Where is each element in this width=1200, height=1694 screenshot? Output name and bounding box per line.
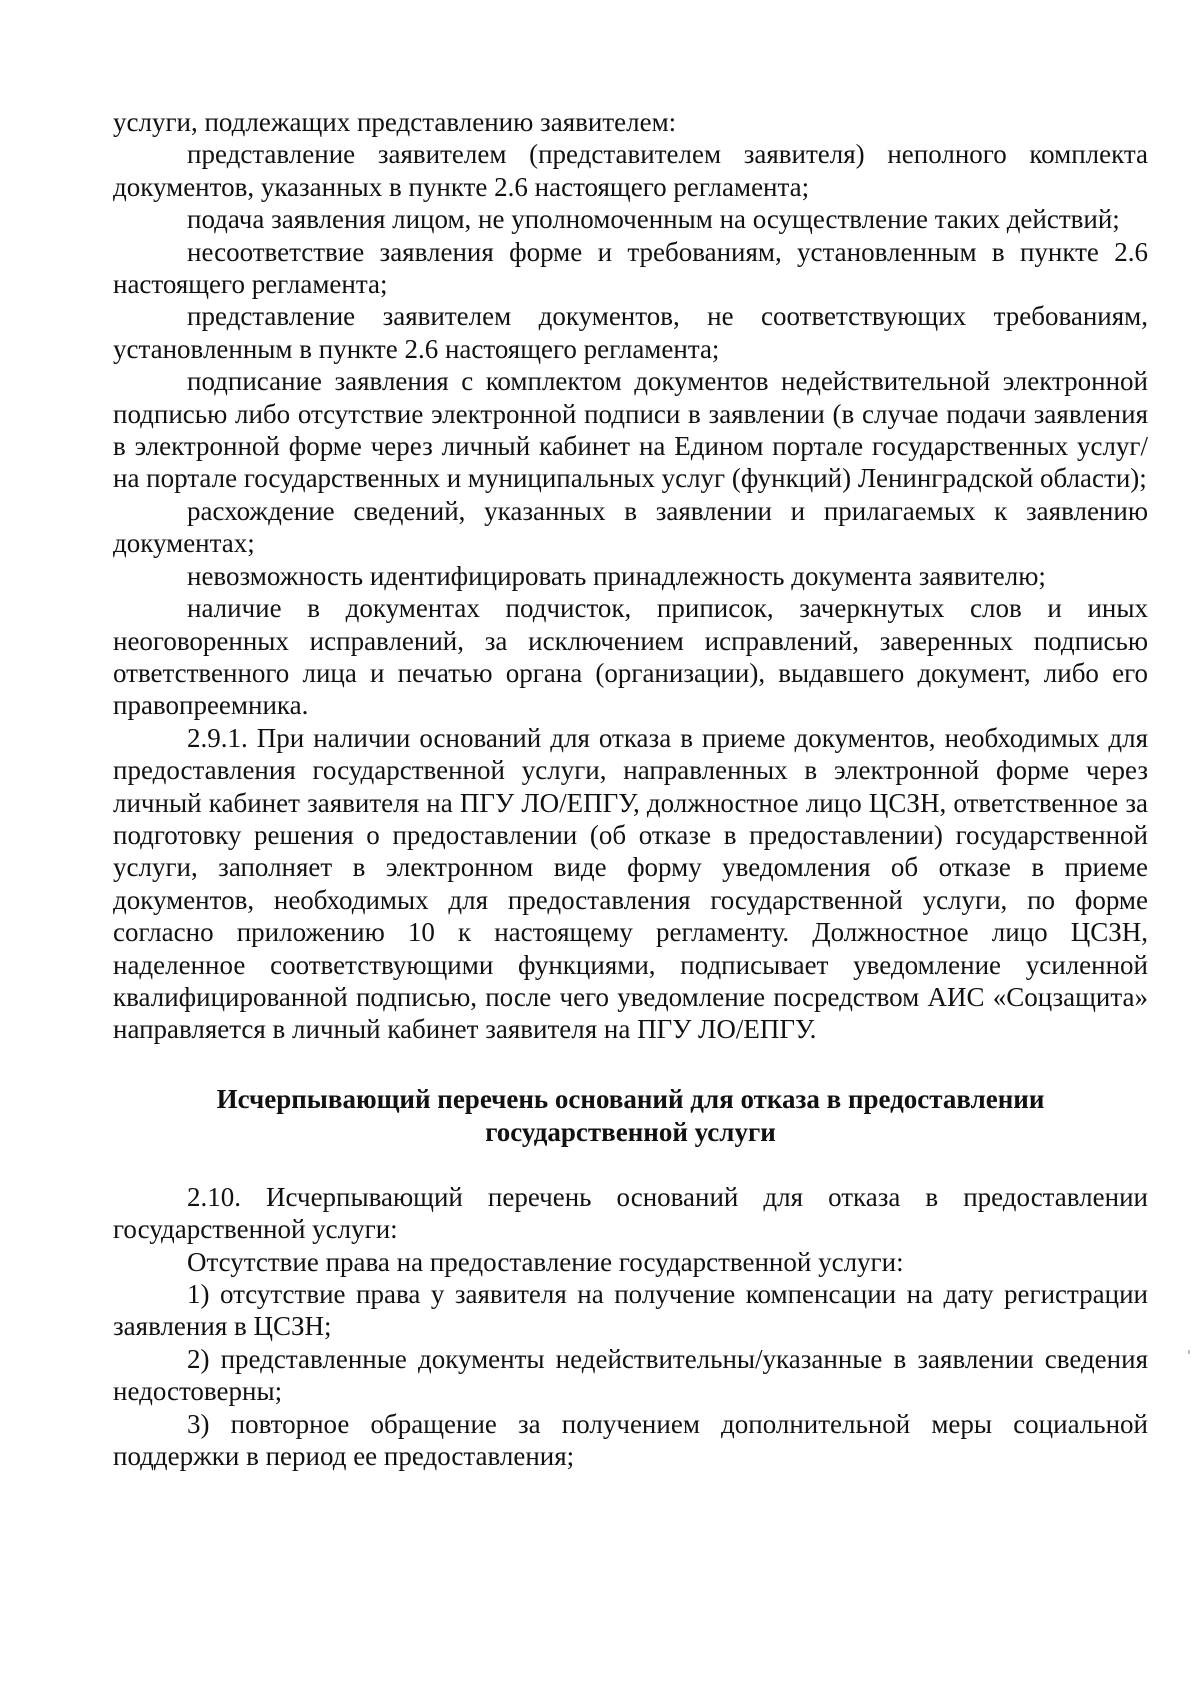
- refusal-ground-incomplete-documents: представление заявителем (представителем заявителя) неполного комплекта документов, указанных в пункте 2.6 настоящего регламента;: [113, 139, 1148, 202]
- section-heading-line-1: Исчерпывающий перечень оснований для отказа в предоставлении: [216, 1083, 1045, 1114]
- intro-line: услуги, подлежащих представлению заявителем:: [113, 107, 677, 137]
- refusal-ground-documents-noncompliant: представление заявителем документов, не соответствующих требованиям, установленным в пункте 2.6 настоящего регламента;: [113, 301, 1148, 364]
- no-right-item-3: 3) повторное обращение за получением дополнительной меры социальной поддержки в период ее предоставления;: [113, 1408, 1148, 1472]
- no-right-intro: Отсутствие права на предоставление государственной услуги:: [187, 1246, 904, 1277]
- clause-2-10: 2.10. Исчерпывающий перечень оснований для отказа в предоставлении государственной услуги:: [113, 1181, 1148, 1245]
- refusal-ground-identification-impossible: невозможность идентифицировать принадлежность документа заявителю;: [187, 560, 1046, 591]
- spacer: [113, 1046, 1148, 1083]
- refusal-ground-unauthorized-person: подача заявления лицом, не уполномоченным на осуществление таких действий;: [187, 204, 1120, 235]
- scan-speck: [1188, 1350, 1190, 1354]
- document-body: [113, 106, 1148, 1472]
- no-right-item-2: 2) представленные документы недействительны/указанные в заявлении сведения недостоверны;: [113, 1343, 1148, 1407]
- no-right-item-1: 1) отсутствие права у заявителя на получение компенсации на дату регистрации заявления в ЦСЗН;: [113, 1279, 1148, 1342]
- refusal-ground-erasures-corrections: наличие в документах подчисток, приписок, зачеркнутых слов и иных неоговоренных исправлений, за исключением исправлений, заверенных подписью ответственного лица и печатью органа (организации), выдавшего документ, либо его правопреемника.: [113, 593, 1148, 721]
- refusal-ground-invalid-signature: подписание заявления с комплектом документов недействительной электронной подписью либо отсутствие электронной подписи в заявлении (в случае подачи заявления в электронной форме через личный кабинет на Едином портале государственных услуг/на портале государственных и муниципальных услуг (функций) Ленинградской области);: [113, 366, 1148, 494]
- refusal-ground-data-discrepancy: расхождение сведений, указанных в заявлении и прилагаемых к заявлению документах;: [113, 495, 1148, 559]
- clause-2-9-1: 2.9.1. При наличии оснований для отказа в приеме документов, необходимых для предоставления государственной услуги, направленных в электронной форме через личный кабинет заявителя на ПГУ ЛО/ЕПГУ, должностное лицо ЦСЗН, ответственное за подготовку решения о предоставлении (об отказе в предоставлении) государственной услуги, заполняет в электронном виде форму уведомления об отказе в приеме документов, необходимых для предоставления государственной услуги, по форме согласно приложению 10 к настоящему регламенту. Должностное лицо ЦСЗН, наделенное соответствующими функциями, подписывает уведомление усиленной квалифицированной подписью, после чего уведомление посредством АИС «Соцзащита» направляется в личный кабинет заявителя на ПГУ ЛО/ЕПГУ.: [113, 722, 1148, 1045]
- spacer: [113, 1149, 1148, 1181]
- refusal-ground-form-mismatch: несоответствие заявления форме и требованиям, установленным в пункте 2.6 настоящего регламента;: [113, 236, 1148, 300]
- section-heading-line-2: государственной услуги: [485, 1116, 776, 1147]
